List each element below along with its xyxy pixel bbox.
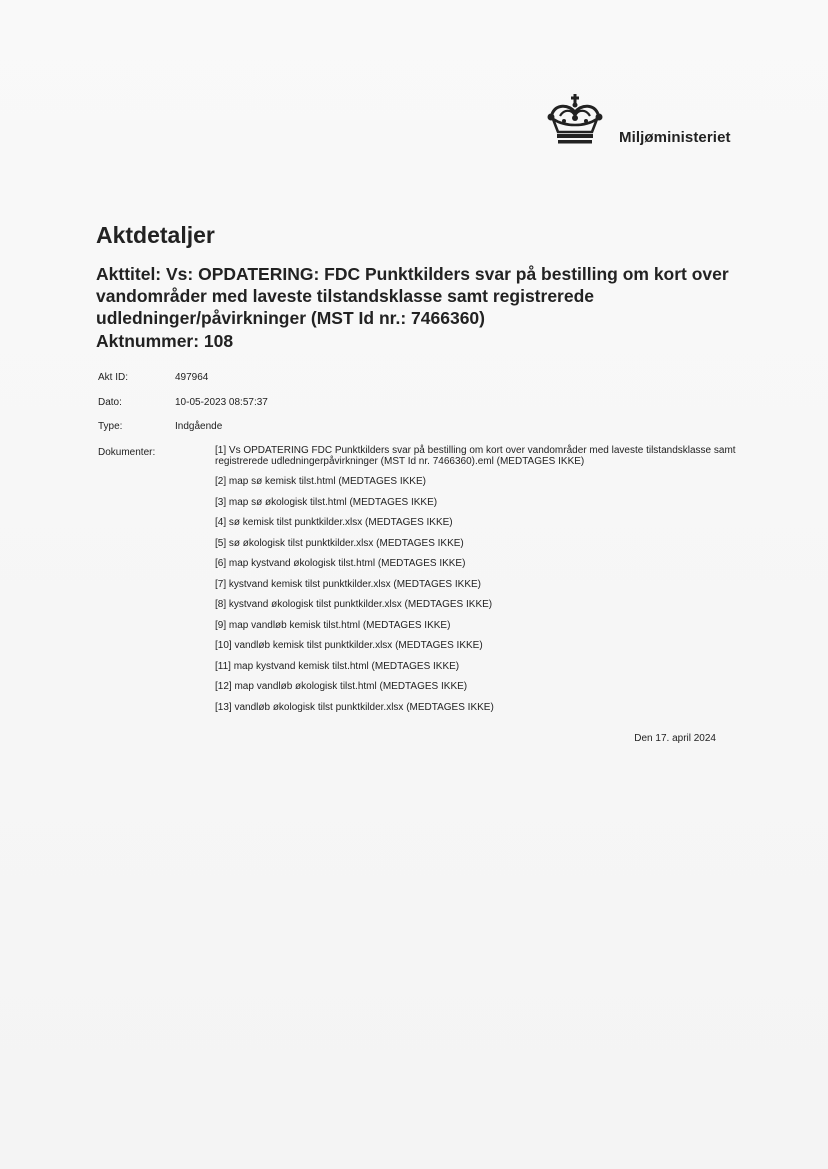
- document-list: [215, 446, 745, 723]
- document-item: [3] map sø økologisk tilst.html (MEDTAGES IKKE): [215, 496, 438, 508]
- dato-value: 10-05-2023 08:57:37: [175, 397, 268, 408]
- document-item: [6] map kystvand økologisk tilst.html (MEDTAGES IKKE): [215, 558, 466, 569]
- akt-number: Aktnummer: 108: [96, 331, 234, 351]
- akt-id-value: 497964: [175, 372, 209, 383]
- type-label: Type:: [98, 421, 123, 432]
- document-item: [5] sø økologisk tilst punktkilder.xlsx (MEDTAGES IKKE): [215, 537, 464, 549]
- document-item: [4] sø kemisk tilst punktkilder.xlsx (MEDTAGES IKKE): [215, 517, 453, 528]
- document-item: [12] map vandløb økologisk tilst.html (MEDTAGES IKKE): [215, 681, 468, 692]
- document-item: [1] Vs OPDATERING FDC Punktkilders svar på bestilling om kort over vandområder med laveste tilstandsklasse samt registrerede udledningerpåvirkninger (MST Id nr. 7466360).eml (MEDTAGES IKKE): [215, 445, 736, 467]
- akt-id-label: Akt ID:: [98, 372, 129, 383]
- ministry-logo: [540, 94, 750, 154]
- document-item: [13] vandløb økologisk tilst punktkilder.xlsx (MEDTAGES IKKE): [215, 701, 494, 713]
- page-title: Aktdetaljer: [96, 222, 215, 248]
- dato-label: Dato:: [98, 397, 122, 408]
- ministry-name: Miljøministeriet: [619, 129, 731, 146]
- document-item: [8] kystvand økologisk tilst punktkilder.xlsx (MEDTAGES IKKE): [215, 599, 493, 610]
- crown-icon: [546, 94, 604, 146]
- document-item: [7] kystvand kemisk tilst punktkilder.xlsx (MEDTAGES IKKE): [215, 578, 481, 590]
- document-item: [10] vandløb kemisk tilst punktkilder.xlsx (MEDTAGES IKKE): [215, 640, 483, 651]
- document-item: [9] map vandløb kemisk tilst.html (MEDTAGES IKKE): [215, 619, 451, 631]
- type-value: Indgående: [175, 421, 223, 432]
- dokumenter-label: Dokumenter:: [98, 447, 156, 458]
- akt-title: Akttitel: Vs: OPDATERING: FDC Punktkilders svar på bestilling om kort over vandområder med laveste tilstandsklasse samt registrerede udledninger/påvirkninger (MST Id nr.: 7466360): [96, 264, 729, 328]
- document-date: Den 17. april 2024: [634, 733, 716, 744]
- document-item: [11] map kystvand kemisk tilst.html (MEDTAGES IKKE): [215, 660, 460, 672]
- document-item: [2] map sø kemisk tilst.html (MEDTAGES IKKE): [215, 476, 426, 487]
